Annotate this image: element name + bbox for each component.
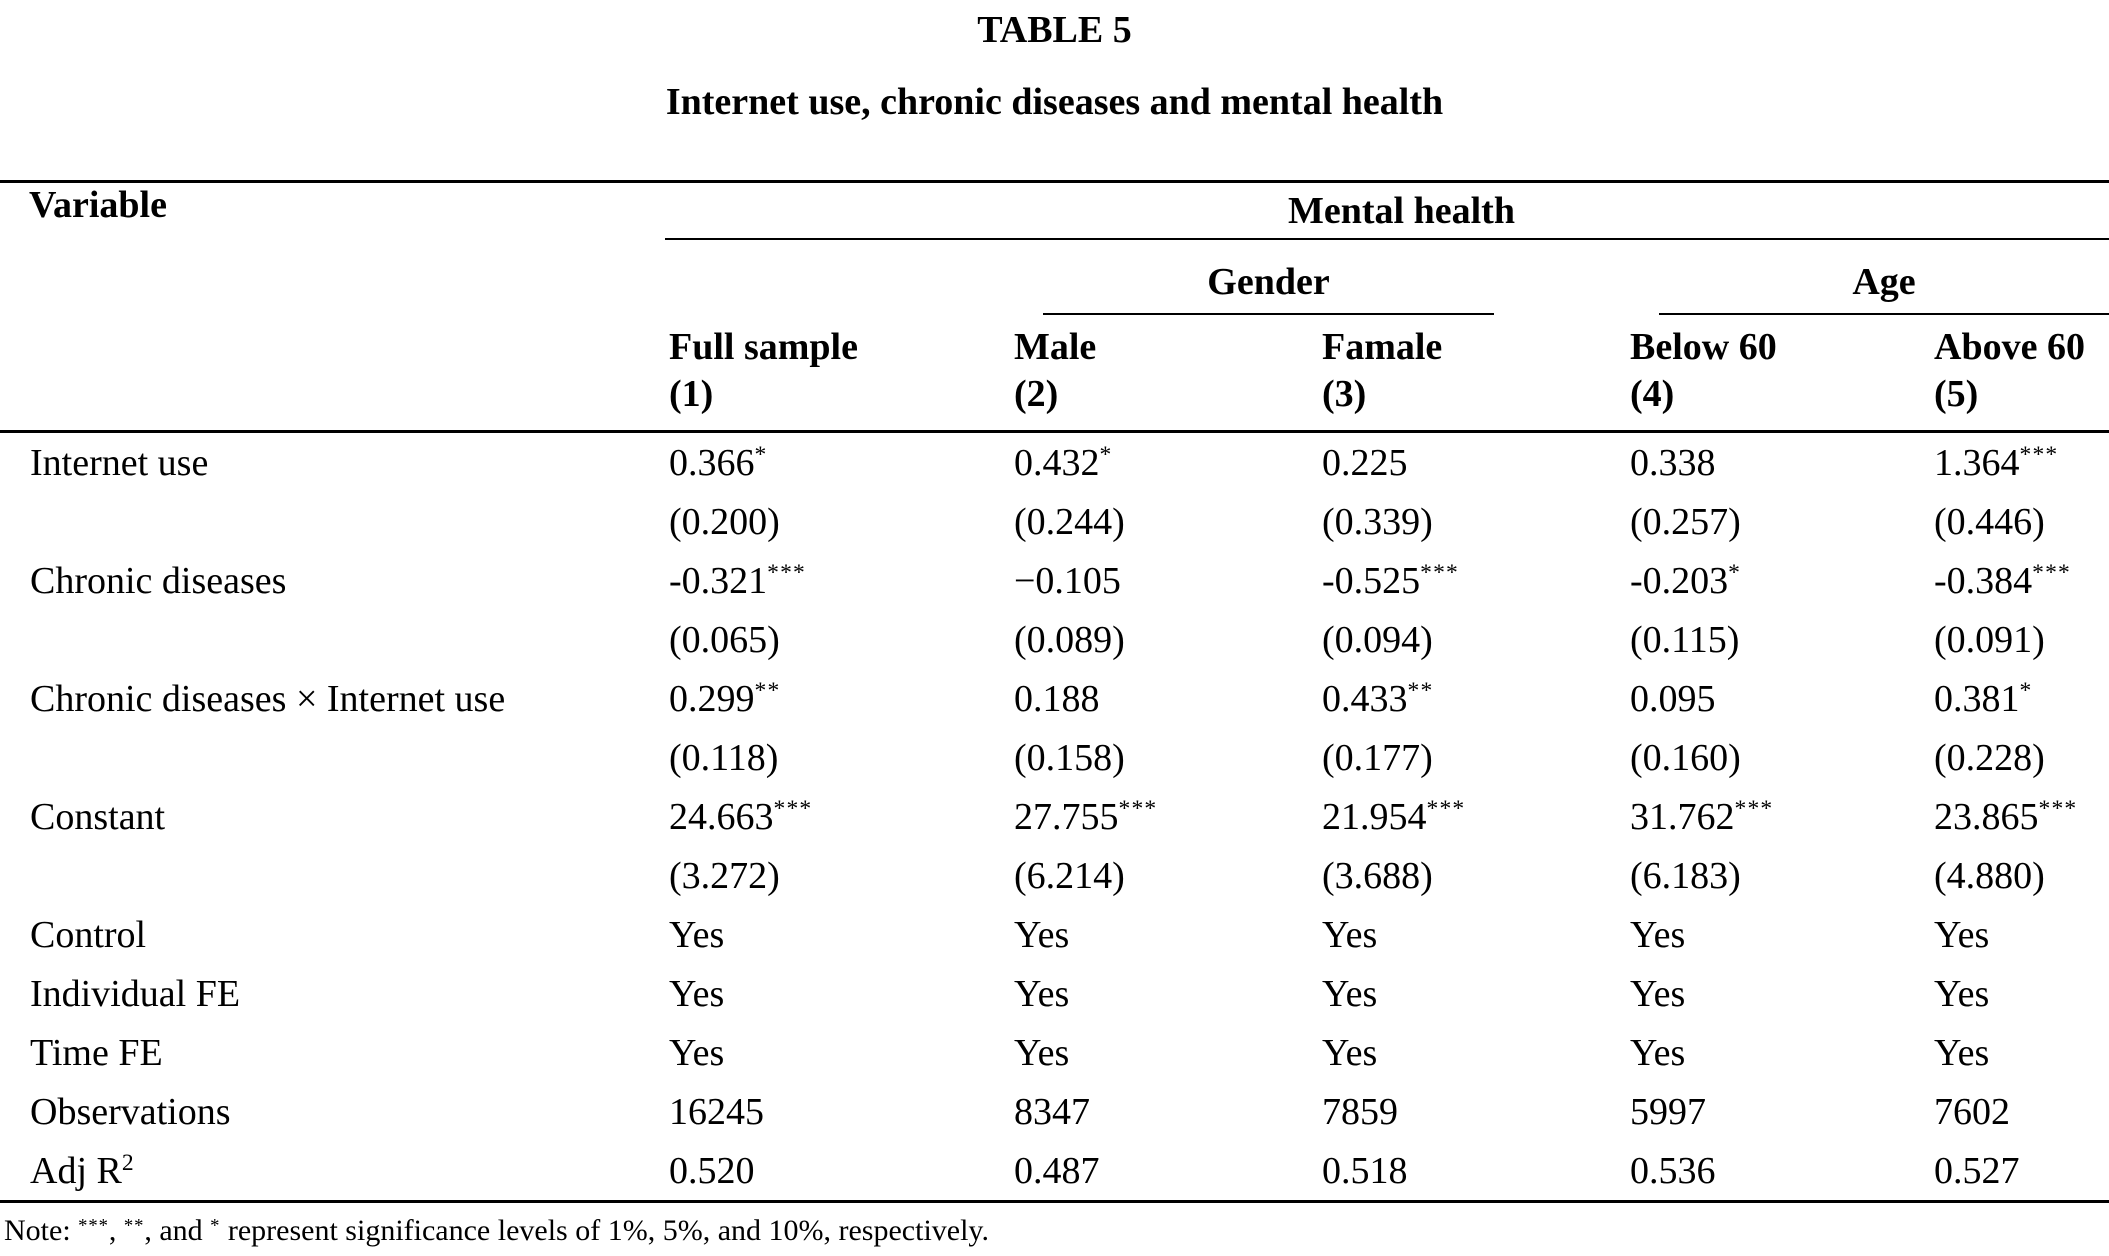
- se-cell: [1293, 610, 1601, 669]
- value-cell: [1601, 905, 1905, 964]
- cell-value: (6.214): [1014, 854, 1125, 897]
- se-cell: [1905, 492, 2109, 551]
- cell-value: 0.095: [1630, 677, 1716, 720]
- cell-value: 0.487: [1014, 1149, 1100, 1192]
- table-row: [0, 787, 2109, 846]
- cell-value: (0.118): [669, 736, 779, 779]
- cell-value: 21.954: [1322, 795, 1427, 838]
- value-cell: [640, 964, 985, 1023]
- significance-stars: **: [1407, 677, 1434, 704]
- value-cell: [640, 1141, 985, 1202]
- significance-stars: *: [2019, 677, 2033, 704]
- cell-value: -0.203: [1630, 559, 1729, 602]
- cell-value: Yes: [1630, 913, 1686, 956]
- cell-value: Yes: [669, 913, 725, 956]
- cell-value: Yes: [1322, 1031, 1378, 1074]
- se-cell: [640, 492, 985, 551]
- table-row: [0, 905, 2109, 964]
- note-prefix: Note:: [4, 1214, 79, 1247]
- row-label: [0, 1023, 640, 1082]
- note-suffix: represent significance levels of 1%, 5%, and 10%, respectively.: [220, 1214, 989, 1247]
- value-cell: [640, 1023, 985, 1082]
- table-row: [0, 1082, 2109, 1141]
- significance-stars: ***: [767, 559, 807, 586]
- value-cell: [1905, 1082, 2109, 1141]
- value-cell: [985, 787, 1293, 846]
- age-label: Age: [1852, 260, 1916, 303]
- column-header: [985, 315, 1293, 432]
- span-header-mental-health: [640, 182, 2109, 240]
- group-header-age: [1601, 240, 2109, 315]
- value-cell: [985, 432, 1293, 493]
- table-row: [0, 610, 2109, 669]
- significance-stars: *: [1728, 559, 1742, 586]
- se-cell: [985, 846, 1293, 905]
- se-cell: [1905, 846, 2109, 905]
- column-header-label: Famale: [1322, 326, 1443, 368]
- cell-value: (0.200): [669, 500, 780, 543]
- row-label: [0, 1141, 640, 1202]
- value-cell: [640, 432, 985, 493]
- cell-value: 8347: [1014, 1090, 1090, 1133]
- cell-value: (0.065): [669, 618, 780, 661]
- row-label: [0, 610, 640, 669]
- column-header: [1293, 315, 1601, 432]
- empty-cell: [640, 240, 985, 315]
- cell-value: Yes: [1630, 972, 1686, 1015]
- cell-value: (6.183): [1630, 854, 1741, 897]
- cell-value: 31.762: [1630, 795, 1735, 838]
- significance-stars: ***: [1426, 795, 1466, 822]
- se-cell: [985, 492, 1293, 551]
- se-cell: [1905, 610, 2109, 669]
- table-row: [0, 551, 2109, 610]
- cell-value: (0.158): [1014, 736, 1125, 779]
- se-cell: [1293, 846, 1601, 905]
- significance-stars: ***: [2019, 441, 2059, 468]
- cell-value: Yes: [669, 972, 725, 1015]
- se-cell: [1601, 492, 1905, 551]
- row-label: [0, 964, 640, 1023]
- table-row: [0, 846, 2109, 905]
- row-label-text: Time FE: [30, 1031, 163, 1074]
- row-label: [0, 432, 640, 493]
- table-header: [0, 182, 2109, 432]
- value-cell: [640, 669, 985, 728]
- cell-value: −0.105: [1014, 559, 1121, 602]
- se-cell: [640, 610, 985, 669]
- cell-value: (0.177): [1322, 736, 1433, 779]
- significance-stars: ***: [2032, 559, 2072, 586]
- cell-value: (0.094): [1322, 618, 1433, 661]
- se-cell: [1601, 610, 1905, 669]
- cell-value: Yes: [1014, 1031, 1070, 1074]
- cell-value: Yes: [1934, 913, 1990, 956]
- value-cell: [1293, 1023, 1601, 1082]
- table-row: [0, 432, 2109, 493]
- value-cell: [1905, 432, 2109, 493]
- value-cell: [1293, 1141, 1601, 1202]
- column-header-label: Male: [1014, 326, 1097, 368]
- se-cell: [1293, 492, 1601, 551]
- value-cell: [1601, 551, 1905, 610]
- cell-value: Yes: [1630, 1031, 1686, 1074]
- row-label-text: Chronic diseases × Internet use: [30, 677, 506, 720]
- cell-value: 0.433: [1322, 677, 1408, 720]
- cell-value: 5997: [1630, 1090, 1706, 1133]
- variable-header-label: Variable: [29, 184, 167, 226]
- row-label: [0, 787, 640, 846]
- cell-value: 0.338: [1630, 441, 1716, 484]
- column-header-number: (1): [669, 373, 714, 415]
- table-row: [0, 964, 2109, 1023]
- value-cell: [640, 905, 985, 964]
- group-header-gender: [985, 240, 1601, 315]
- mental-health-rule: [665, 238, 2109, 240]
- value-cell: [1905, 669, 2109, 728]
- table-label: TABLE 5: [977, 9, 1132, 51]
- value-cell: [1905, 551, 2109, 610]
- value-cell: [985, 1082, 1293, 1141]
- cell-value: 0.366: [669, 441, 755, 484]
- row-label: [0, 551, 640, 610]
- row-label-text: Chronic diseases: [30, 559, 287, 602]
- column-header: [1601, 315, 1905, 432]
- column-header: [1905, 315, 2109, 432]
- note-separator: ,: [108, 1214, 124, 1247]
- cell-value: 0.225: [1322, 441, 1408, 484]
- significance-stars: *: [754, 441, 768, 468]
- cell-value: Yes: [1322, 972, 1378, 1015]
- cell-value: 0.381: [1934, 677, 2020, 720]
- cell-value: (3.272): [669, 854, 780, 897]
- cell-value: Yes: [1014, 913, 1070, 956]
- cell-value: 0.518: [1322, 1149, 1408, 1192]
- value-cell: [985, 1141, 1293, 1202]
- table-row: [0, 1141, 2109, 1202]
- row-label: [0, 1082, 640, 1141]
- cell-value: 0.299: [669, 677, 755, 720]
- value-cell: [1293, 905, 1601, 964]
- cell-value: (0.160): [1630, 736, 1741, 779]
- value-cell: [1601, 1023, 1905, 1082]
- significance-stars: **: [754, 677, 781, 704]
- row-label-superscript: 2: [121, 1149, 134, 1176]
- cell-value: -0.321: [669, 559, 768, 602]
- value-cell: [1293, 787, 1601, 846]
- cell-value: 24.663: [669, 795, 774, 838]
- cell-value: 7602: [1934, 1090, 2010, 1133]
- cell-value: (0.244): [1014, 500, 1125, 543]
- cell-value: Yes: [1014, 972, 1070, 1015]
- mental-health-label: Mental health: [1288, 190, 1515, 233]
- row-label-text: Individual FE: [30, 972, 241, 1015]
- value-cell: [1601, 1082, 1905, 1141]
- cell-value: Yes: [1934, 972, 1990, 1015]
- value-cell: [985, 551, 1293, 610]
- cell-value: (0.228): [1934, 736, 2045, 779]
- value-cell: [985, 964, 1293, 1023]
- regression-table: [0, 180, 2109, 1203]
- column-header: [640, 315, 985, 432]
- row-label: [0, 728, 640, 787]
- significance-stars: ***: [1118, 795, 1158, 822]
- cell-value: -0.384: [1934, 559, 2033, 602]
- value-cell: [1601, 432, 1905, 493]
- row-label: [0, 905, 640, 964]
- table-row: [0, 728, 2109, 787]
- cell-value: 16245: [669, 1090, 764, 1133]
- table-row: [0, 669, 2109, 728]
- se-cell: [640, 846, 985, 905]
- value-cell: [985, 669, 1293, 728]
- note-separator: , and: [144, 1214, 211, 1247]
- value-cell: [1601, 1141, 1905, 1202]
- se-cell: [985, 610, 1293, 669]
- column-header-number: (5): [1934, 373, 1979, 415]
- se-cell: [1905, 728, 2109, 787]
- table-note: [0, 1213, 2109, 1249]
- significance-stars: ***: [78, 1215, 109, 1237]
- row-label: [0, 492, 640, 551]
- cell-value: (0.339): [1322, 500, 1433, 543]
- value-cell: [640, 1082, 985, 1141]
- row-label: [0, 669, 640, 728]
- cell-value: 0.536: [1630, 1149, 1716, 1192]
- cell-value: 7859: [1322, 1090, 1398, 1133]
- significance-stars: *: [210, 1215, 221, 1237]
- value-cell: [1905, 1023, 2109, 1082]
- gender-label: Gender: [1207, 260, 1330, 303]
- cell-value: Yes: [669, 1031, 725, 1074]
- cell-value: Yes: [1322, 913, 1378, 956]
- table-body: [0, 432, 2109, 1202]
- se-cell: [985, 728, 1293, 787]
- significance-stars: ***: [1420, 559, 1460, 586]
- value-cell: [1601, 964, 1905, 1023]
- significance-stars: ***: [1734, 795, 1774, 822]
- value-cell: [985, 1023, 1293, 1082]
- cell-value: Yes: [1934, 1031, 1990, 1074]
- value-cell: [985, 905, 1293, 964]
- value-cell: [1293, 432, 1601, 493]
- row-label-text: Observations: [30, 1090, 231, 1133]
- value-cell: [1293, 669, 1601, 728]
- se-cell: [1601, 728, 1905, 787]
- value-cell: [640, 551, 985, 610]
- table-row: [0, 1023, 2109, 1082]
- cell-value: (0.446): [1934, 500, 2045, 543]
- row-label-text: Constant: [30, 795, 166, 838]
- significance-stars: *: [1099, 441, 1113, 468]
- value-cell: [1293, 964, 1601, 1023]
- cell-value: -0.525: [1322, 559, 1421, 602]
- cell-value: (4.880): [1934, 854, 2045, 897]
- value-cell: [1905, 787, 2109, 846]
- row-label: [0, 846, 640, 905]
- cell-value: (0.257): [1630, 500, 1741, 543]
- value-cell: [1293, 1082, 1601, 1141]
- se-cell: [1293, 728, 1601, 787]
- se-cell: [1601, 846, 1905, 905]
- significance-stars: ***: [2038, 795, 2078, 822]
- cell-value: (0.091): [1934, 618, 2045, 661]
- cell-value: (3.688): [1322, 854, 1433, 897]
- value-cell: [1293, 551, 1601, 610]
- value-cell: [1905, 905, 2109, 964]
- row-label-text: Control: [30, 913, 147, 956]
- table-title: Internet use, chronic diseases and mental health: [665, 81, 1444, 123]
- cell-value: (0.115): [1630, 618, 1740, 661]
- row-label-text: Adj R: [30, 1149, 122, 1192]
- row-label-text: Internet use: [30, 441, 209, 484]
- column-header-label: Full sample: [669, 326, 858, 368]
- cell-value: 1.364: [1934, 441, 2020, 484]
- column-header-number: (4): [1630, 373, 1675, 415]
- significance-stars: **: [123, 1215, 145, 1237]
- cell-value: 23.865: [1934, 795, 2039, 838]
- value-cell: [1601, 787, 1905, 846]
- age-group-underline: [1659, 260, 2109, 315]
- column-header-label: Below 60: [1630, 326, 1777, 368]
- header-row-top: [0, 182, 2109, 240]
- se-cell: [640, 728, 985, 787]
- cell-value: 0.188: [1014, 677, 1100, 720]
- table-row: [0, 492, 2109, 551]
- variable-header-cell: [0, 182, 640, 432]
- column-header-label: Above 60: [1934, 326, 2085, 368]
- value-cell: [1905, 1141, 2109, 1202]
- column-header-number: (2): [1014, 373, 1059, 415]
- significance-stars: ***: [773, 795, 813, 822]
- value-cell: [1601, 669, 1905, 728]
- value-cell: [640, 787, 985, 846]
- cell-value: 0.527: [1934, 1149, 2020, 1192]
- value-cell: [1905, 964, 2109, 1023]
- cell-value: 0.520: [669, 1149, 755, 1192]
- column-header-number: (3): [1322, 373, 1367, 415]
- cell-value: 0.432: [1014, 441, 1100, 484]
- cell-value: 27.755: [1014, 795, 1119, 838]
- gender-group-underline: [1043, 260, 1494, 315]
- cell-value: (0.089): [1014, 618, 1125, 661]
